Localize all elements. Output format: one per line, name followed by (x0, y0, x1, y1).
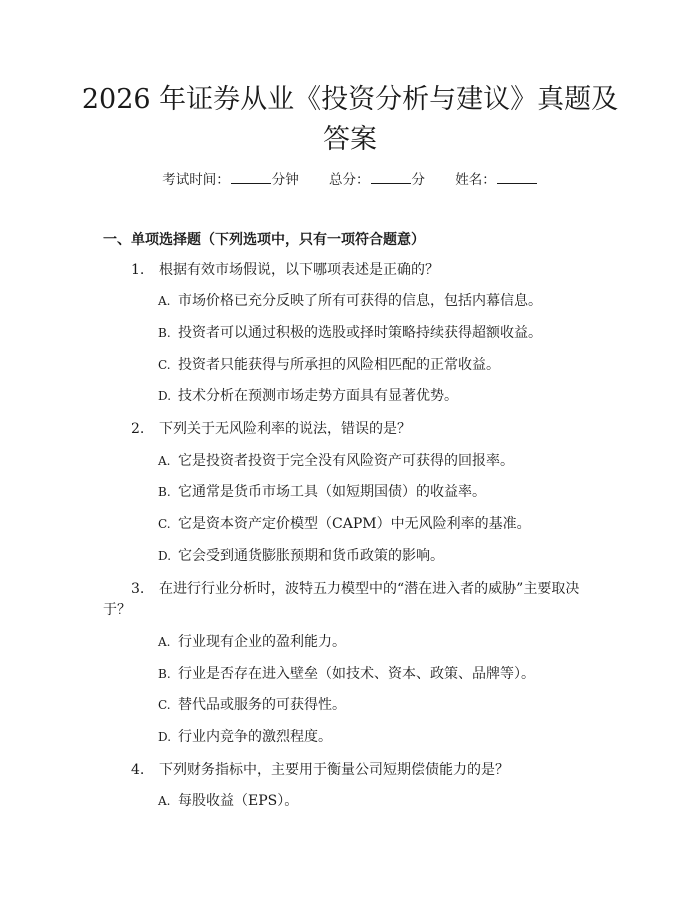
question-text: 根据有效市场假说，以下哪项表述是正确的？ (159, 262, 439, 278)
option-4a: A. 每股收益（EPS）。 (158, 793, 299, 809)
option-2a: A. 它是投资者投资于完全没有风险资产可获得的回报率。 (158, 453, 514, 469)
option-1d: D. 技术分析在预测市场走势方面具有显著优势。 (158, 388, 458, 404)
time-blank (231, 171, 271, 184)
exam-time: 考试时间： 分钟 (162, 172, 299, 188)
question-text-line-1: 在进行行业分析时，波特五力模型中的“潜在进入者的威胁”主要取决 (159, 581, 580, 597)
option-3d: D. 行业内竞争的激烈程度。 (158, 729, 332, 745)
option-2d: D. 它会受到通货膨胀预期和货币政策的影响。 (158, 548, 444, 564)
question-text: 下列关于无风险利率的说法，错误的是？ (159, 421, 411, 437)
section-title: 一、单项选择题（下列选项中，只有一项符合题意） (103, 232, 425, 248)
student-name: 姓名： (455, 168, 538, 188)
name-blank (497, 171, 537, 184)
title-line-1: 2026 年证券从业《投资分析与建议》真题及 (81, 84, 619, 115)
option-1c: C. 投资者只能获得与所承担的风险相匹配的正常收益。 (158, 357, 500, 373)
question-number: 1. (131, 262, 145, 278)
question-3-continued (103, 600, 131, 620)
question-text: 下列财务指标中，主要用于衡量公司短期偿债能力的是？ (159, 762, 509, 778)
question-number: 4. (131, 762, 145, 778)
question-2 (131, 419, 411, 439)
option-3c: C. 替代品或服务的可获得性。 (158, 697, 346, 713)
exam-meta (0, 168, 700, 188)
option-2b: B. 它通常是货币市场工具（如短期国债）的收益率。 (158, 484, 486, 500)
question-1 (131, 260, 439, 280)
total-score: 总分： 分 (329, 172, 425, 188)
option-3a: A. 行业现有企业的盈利能力。 (158, 634, 346, 650)
question-number: 2. (131, 421, 145, 437)
option-1a: A. 市场价格已充分反映了所有可获得的信息，包括内幕信息。 (158, 293, 542, 309)
option-2c: C. 它是资本资产定价模型（CAPM）中无风险利率的基准。 (158, 516, 531, 532)
question-number: 3. (131, 581, 145, 597)
option-1b: B. 投资者可以通过积极的选股或择时策略持续获得超额收益。 (158, 325, 542, 341)
title-line-2: 答案 (323, 124, 377, 155)
question-3 (131, 579, 579, 599)
option-3b: B. 行业是否存在进入壁垒（如技术、资本、政策、品牌等）。 (158, 666, 535, 682)
question-4 (131, 760, 509, 780)
document-title (60, 80, 640, 160)
score-blank (371, 171, 411, 184)
question-text-line-2: 于？ (103, 602, 131, 618)
